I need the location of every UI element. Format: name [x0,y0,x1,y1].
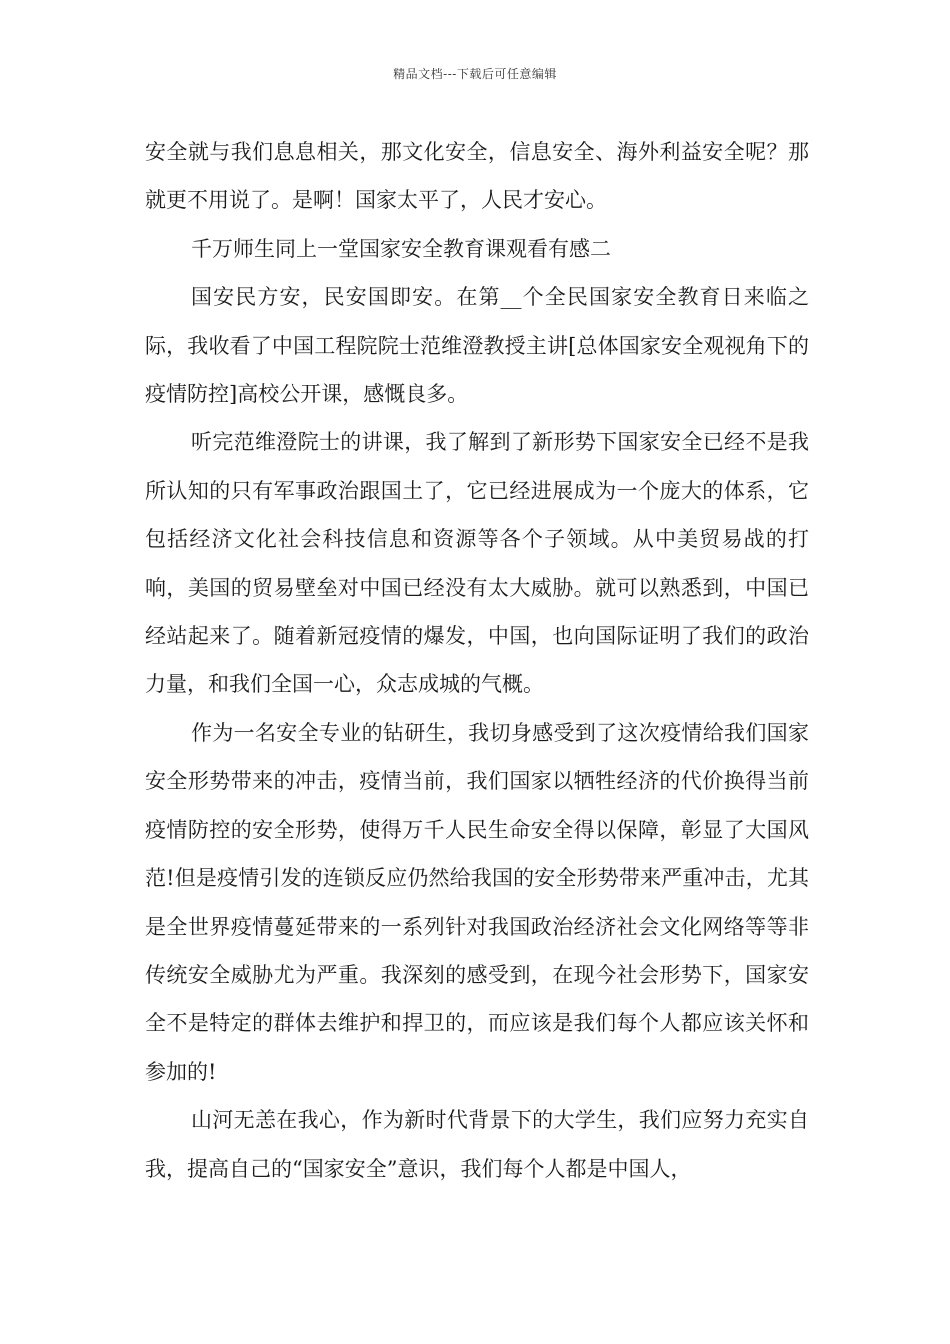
page-header: 精品文档---下载后可任意编辑 [393,67,557,81]
document-body [145,128,809,1193]
section-title: 千万师生同上一堂国家安全教育课观看有感二 [191,236,611,261]
paragraph-1: 安全就与我们息息相关，那文化安全，信息安全、海外利益安全呢？那就更不用说了。是啊！国家太平了，人民才安心。 [145,140,809,213]
paragraph-4: 作为一名安全专业的钻研生，我切身感受到了这次疫情给我们国家安全形势带来的冲击，疫情当前，我们国家以牺牲经济的代价换得当前疫情防控的安全形势，使得万千人民生命安全得以保障，彰显了大国风范!但是疫情引发的连锁反应仍然给我国的安全形势带来严重冲击，尤其是全世界疫情蔓延带来的一系列针对我国政治经济社会文化网络等等非传统安全威胁尤为严重。我深刻的感受到，在现今社会形势下，国家安全不是特定的群体去维护和捍卫的，而应该是我们每个人都应该关怀和参加的! [145,720,809,1084]
paragraph-3: 听完范维澄院士的讲课，我了解到了新形势下国家安全已经不是我所认知的只有军事政治跟国土了，它已经进展成为一个庞大的体系，它包括经济文化社会科技信息和资源等各个子领域。从中美贸易战的打响，美国的贸易壁垒对中国已经没有太大威胁。就可以熟悉到，中国已经站起来了。随着新冠疫情的爆发，中国，也向国际证明了我们的政治力量，和我们全国一心，众志成城的气概。 [145,430,809,697]
paragraph-2: 国安民方安，民安国即安。在第__个全民国家安全教育日来临之际，我收看了中国工程院院士范维澄教授主讲[总体国家安全观视角下的疫情防控]高校公开课，感慨良多。 [145,285,809,407]
paragraph-5: 山河无恙在我心，作为新时代背景下的大学生，我们应努力充实自我，提高自己的“国家安全”意识，我们每个人都是中国人， [145,1108,809,1181]
